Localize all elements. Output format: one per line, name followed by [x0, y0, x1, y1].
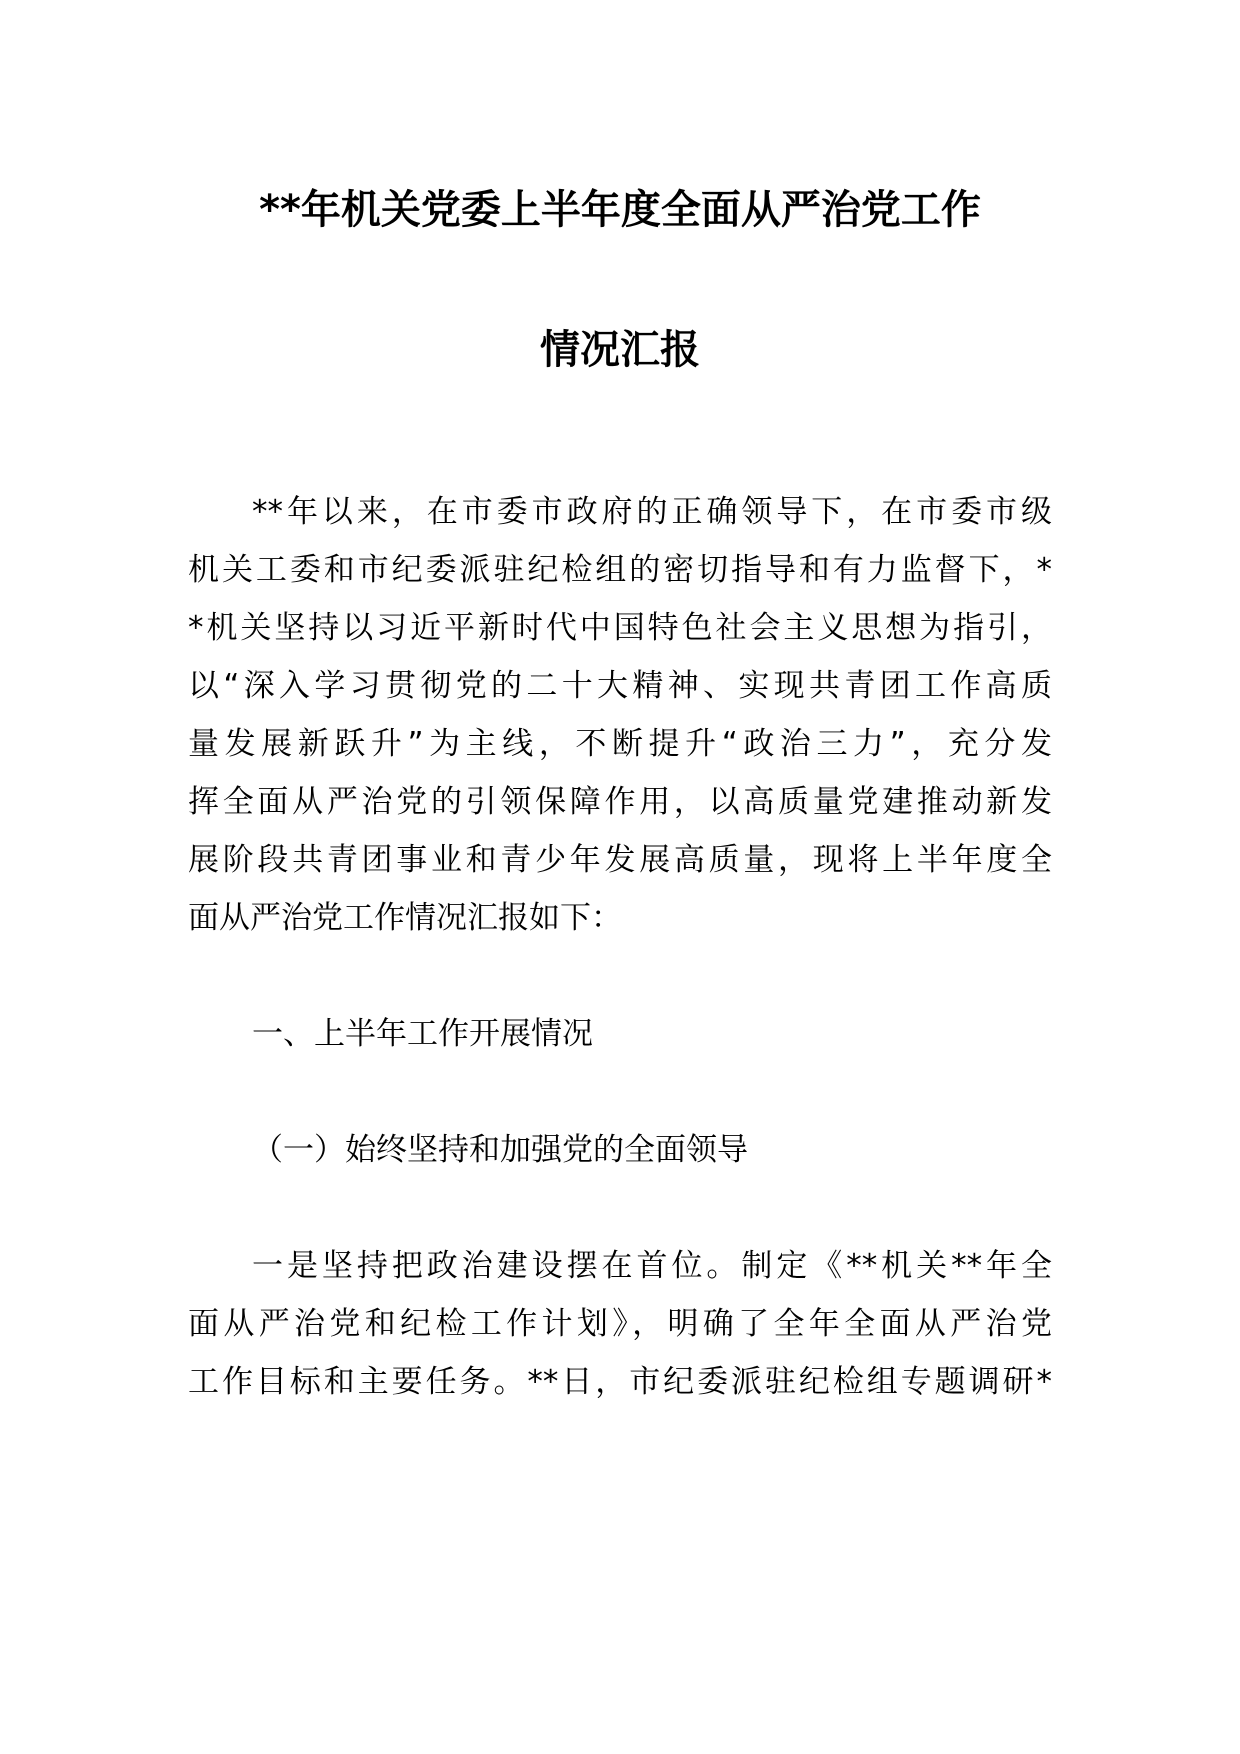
- document-title-line-1: **年机关党委上半年度全面从严治党工作: [259, 187, 981, 233]
- paragraph-line: *机关坚持以习近平新时代中国特色社会主义思想为指引，: [188, 610, 1052, 646]
- paragraph-line: 机关工委和市纪委派驻纪检组的密切指导和有力监督下，*: [188, 552, 1052, 588]
- section-heading: 一、上半年工作开展情况: [252, 1016, 593, 1052]
- paragraph-line: 一是坚持把政治建设摆在首位。制定《**机关**年全: [252, 1248, 1052, 1284]
- paragraph-line: **年以来，在市委市政府的正确领导下，在市委市级: [252, 494, 1052, 530]
- paragraph-line: 以“深入学习贯彻党的二十大精神、实现共青团工作高质: [188, 668, 1052, 704]
- paragraph-line: 挥全面从严治党的引领保障作用，以高质量党建推动新发: [188, 784, 1052, 820]
- paragraph-line: 工作目标和主要任务。**日，市纪委派驻纪检组专题调研*: [188, 1364, 1052, 1400]
- paragraph-line: 面从严治党工作情况汇报如下：: [188, 900, 622, 936]
- subsection-heading: （一）始终坚持和加强党的全面领导: [252, 1132, 748, 1168]
- paragraph-line: 量发展新跃升”为主线，不断提升“政治三力”，充分发: [188, 726, 1052, 762]
- paragraph-line: 展阶段共青团事业和青少年发展高质量，现将上半年度全: [188, 842, 1052, 878]
- document-title-line-2: 情况汇报: [540, 327, 700, 373]
- paragraph-line: 面从严治党和纪检工作计划》，明确了全年全面从严治党: [188, 1306, 1052, 1342]
